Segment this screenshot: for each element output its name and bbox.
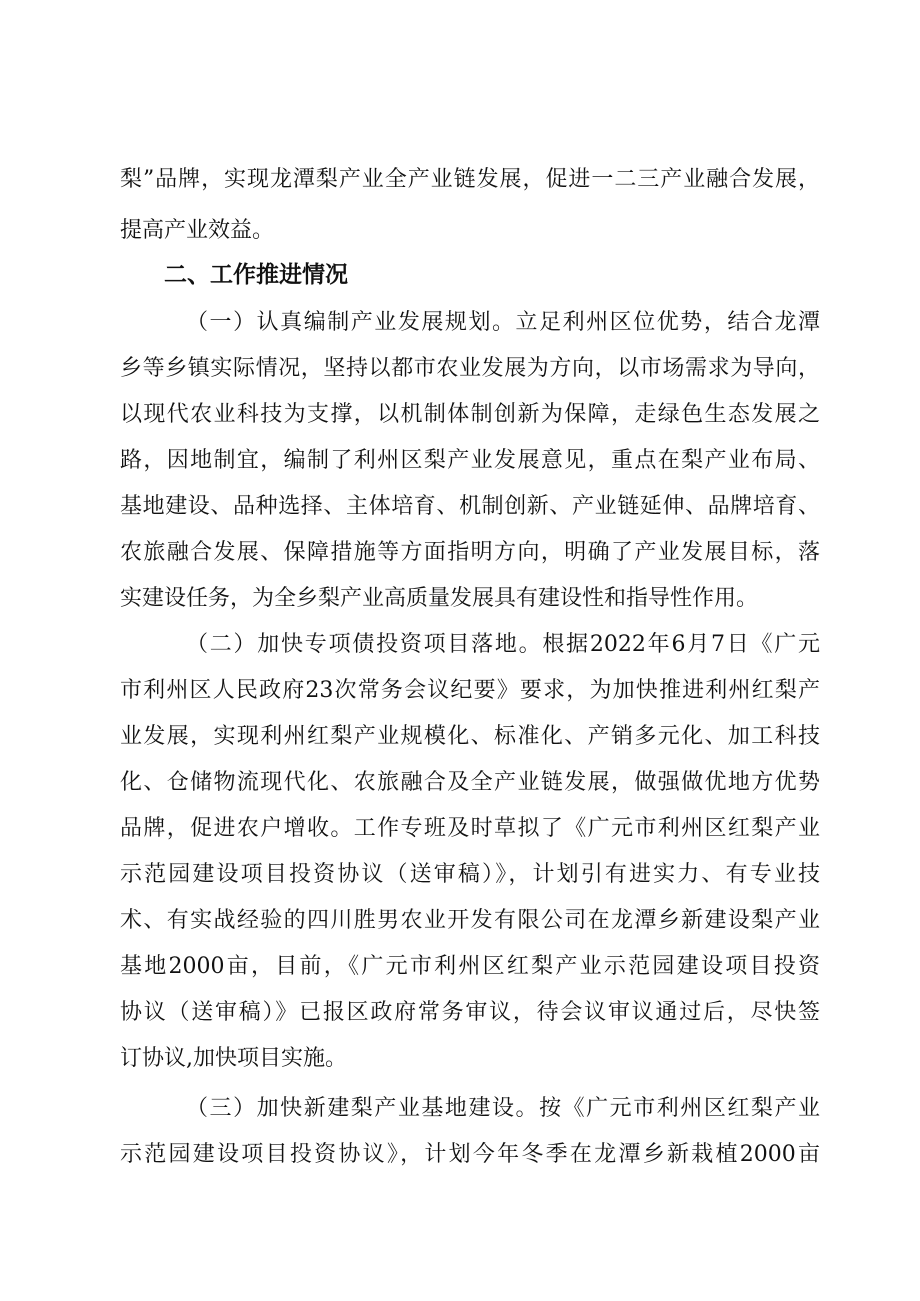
paragraph-line: 市利州区人民政府23次常务会议纪要》要求，为加快推进利州红梨产 (120, 678, 820, 703)
section-heading: 二、工作推进情况 (164, 262, 348, 288)
paragraph-line: 化、仓储物流现代化、农旅融合及全产业链发展，做强做优地方优势 (120, 770, 820, 795)
paragraph-line: 路，因地制宜，编制了利州区梨产业发展意见，重点在梨产业布局、 (120, 448, 820, 473)
paragraph-line: 示范园建设项目投资协议（送审稿）》，计划引有进实力、有专业技 (120, 862, 820, 887)
paragraph-line: 订协议,加快项目实施。 (120, 1046, 347, 1071)
paragraph-line: 基地建设、品种选择、主体培育、机制创新、产业链延伸、品牌培育、 (120, 494, 820, 519)
paragraph-line: 以现代农业科技为支撑，以机制体制创新为保障，走绿色生态发展之 (120, 402, 820, 427)
paragraph-line: 协议（送审稿）》已报区政府常务审议，待会议审议通过后，尽快签 (120, 1000, 820, 1025)
paragraph-line: （三）加快新建梨产业基地建设。按《广元市利州区红梨产业 (186, 1096, 820, 1121)
paragraph-line: 农旅融合发展、保障措施等方面指明方向，明确了产业发展目标，落 (120, 540, 820, 565)
paragraph-line: 品牌，促进农户增收。工作专班及时草拟了《广元市利州区红梨产业 (120, 816, 820, 841)
paragraph-line: 提高产业效益。 (120, 218, 275, 243)
paragraph-line: 基地2000亩，目前，《广元市利州区红梨产业示范园建设项目投资 (120, 954, 820, 979)
paragraph-line: 梨”品牌，实现龙潭梨产业全产业链发展，促进一二三产业融合发展， (120, 167, 820, 192)
paragraph-line: 实建设任务，为全乡梨产业高质量发展具有建设性和指导性作用。 (120, 586, 759, 611)
paragraph-line: 术、有实战经验的四川胜男农业开发有限公司在龙潭乡新建设梨产业 (120, 908, 820, 933)
paragraph-line: 乡等乡镇实际情况，坚持以都市农业发展为方向，以市场需求为导向， (120, 356, 820, 381)
paragraph-line: （二）加快专项债投资项目落地。根据2022年6月7日《广元 (186, 632, 820, 657)
paragraph-line: 业发展，实现利州红梨产业规模化、标准化、产销多元化、加工科技 (120, 724, 820, 749)
paragraph-line: （一）认真编制产业发展规划。立足利州区位优势，结合龙潭 (186, 310, 820, 335)
paragraph-line: 示范园建设项目投资协议》，计划今年冬季在龙潭乡新栽植2000亩 (120, 1142, 820, 1167)
